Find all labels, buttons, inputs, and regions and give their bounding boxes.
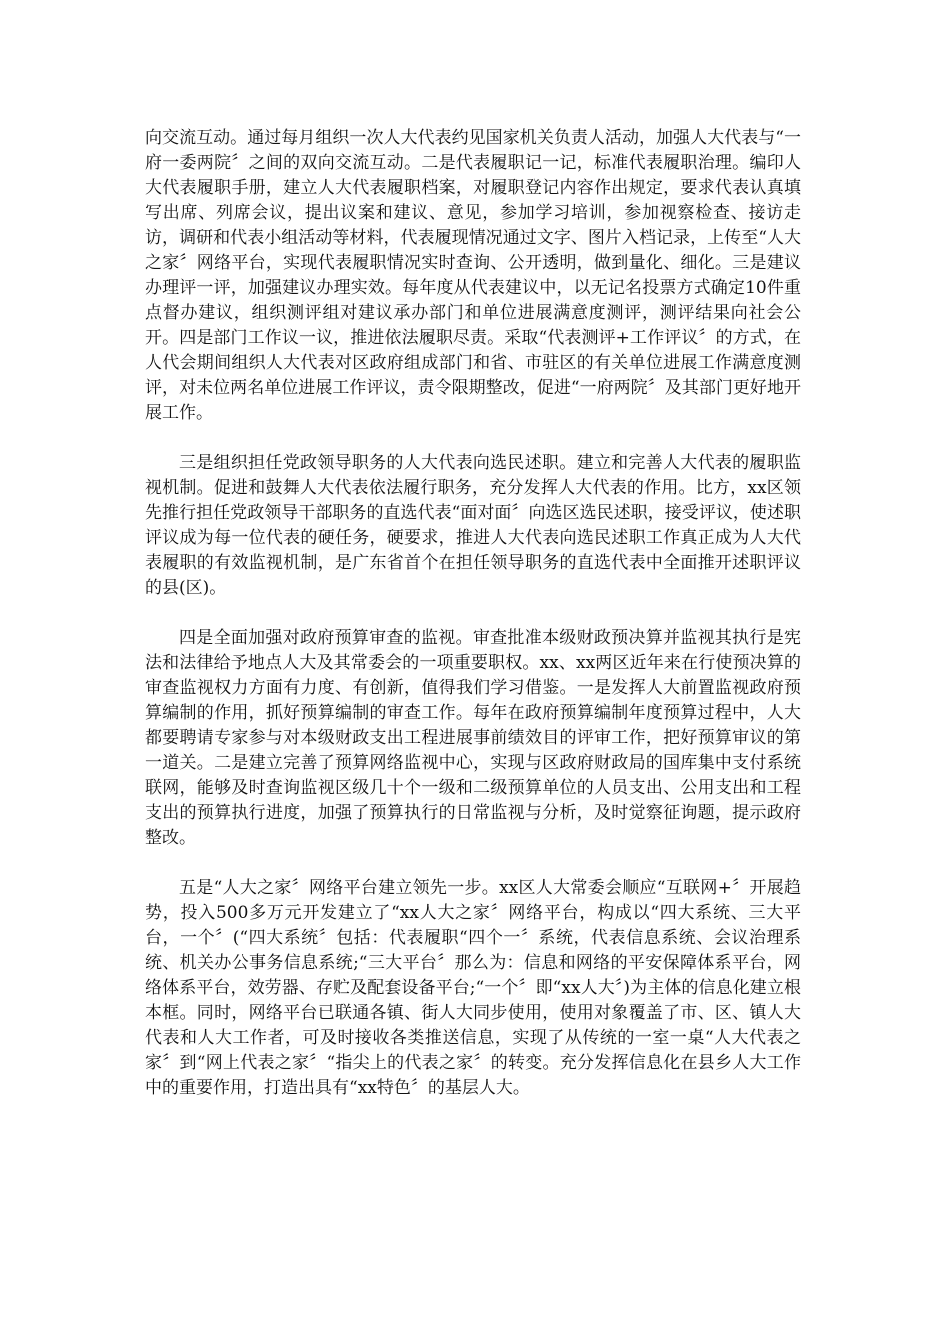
- paragraph-continuation: 向交流互动。通过每月组织一次人大代表约见国家机关负责人活动，加强人大代表与“一府一委两院〞之间的双向交流互动。二是代表履职记一记，标准代表履职治理。编印人大代表履职手册，建立人大代表履职档案，对履职登记内容作出规定，要求代表认真填写出席、列席会议，提出议案和建议、意见，参加学习培训，参加视察检查、接访走访，调研和代表小组活动等材料，代表履现情况通过文字、图片入档记录，上传至“人大之家〞网络平台，实现代表履职情况实时查询、公开透明，做到量化、细化。三是建议办理评一评，加强建议办理实效。每年度从代表建议中，以无记名投票方式确定10件重点督办建议，组织测评组对建议承办部门和单位进展满意度测评，测评结果向社会公开。四是部门工作议一议，推进依法履职尽责。采取“代表测评+工作评议〞的方式，在人代会期间组织人大代表对区政府组成部门和省、市驻区的有关单位进展工作满意度测评，对未位两名单位进展工作评议，责令限期整改，促进“一府两院〞及其部门更好地开展工作。: [145, 128, 801, 423]
- paragraph-budget-supervision: 四是全面加强对政府预算审查的监视。审查批准本级财政预决算并监视其执行是宪法和法律给予地点人大及其常委会的一项重要职权。xx、xx两区近年来在行使预决算的审查监视权力方面有力度、有创新，值得我们学习借鉴。一是发挥人大前置监视政府预算编制的作用，抓好预算编制的审查工作。每年在政府预算编制年度预算过程中，人大都要聘请专家参与对本级财政支出工程进展事前绩效目的评审工作，把好预算审议的第一道关。二是建立完善了预算网络监视中心，实现与区政府财政局的国库集中支付系统联网，能够及时查询监视区级几十个一级和二级预算单位的人员支出、公用支出和工程支出的预算执行进度，加强了预算执行的日常监视与分析，及时觉察征询题，提示政府整改。: [145, 628, 801, 848]
- paragraph-network-platform: 五是“人大之家〞网络平台建立领先一步。xx区人大常委会顺应“互联网+〞开展趋势，投入500多万元开发建立了“xx人大之家〞网络平台，构成以“四大系统、三大平台，一个〞(“四大系统〞包括：代表履职“四个一〞系统，代表信息系统、会议治理系统、机关办公事务信息系统;“三大平台〞那么为：信息和网络的平安保障体系平台，网络体系平台，效劳器、存贮及配套设备平台;“一个〞即“xx人大〞)为主体的信息化建立根本框。同时，网络平台已联通各镇、街人大同步使用，使用对象覆盖了市、区、镇人大代表和人大工作者，可及时接收各类推送信息，实现了从传统的一室一桌“人大代表之家〞到“网上代表之家〞“指尖上的代表之家〞的转变。充分发挥信息化在县乡人大工作中的重要作用，打造出具有“xx特色〞的基层人大。: [145, 878, 801, 1098]
- document-body: [145, 126, 801, 1126]
- paragraph-deputy-report: 三是组织担任党政领导职务的人大代表向选民述职。建立和完善人大代表的履职监视机制。促进和鼓舞人大代表依法履行职务，充分发挥人大代表的作用。比方，xx区领先推行担任党政领导干部职务的直选代表“面对面〞向选区选民述职，接受评议，使述职评议成为每一位代表的硬任务，硬要求，推进人大代表向选民述职工作真正成为人大代表履职的有效监视机制，是广东省首个在担任领导职务的直选代表中全面推开述职评议的县(区)。: [145, 453, 801, 598]
